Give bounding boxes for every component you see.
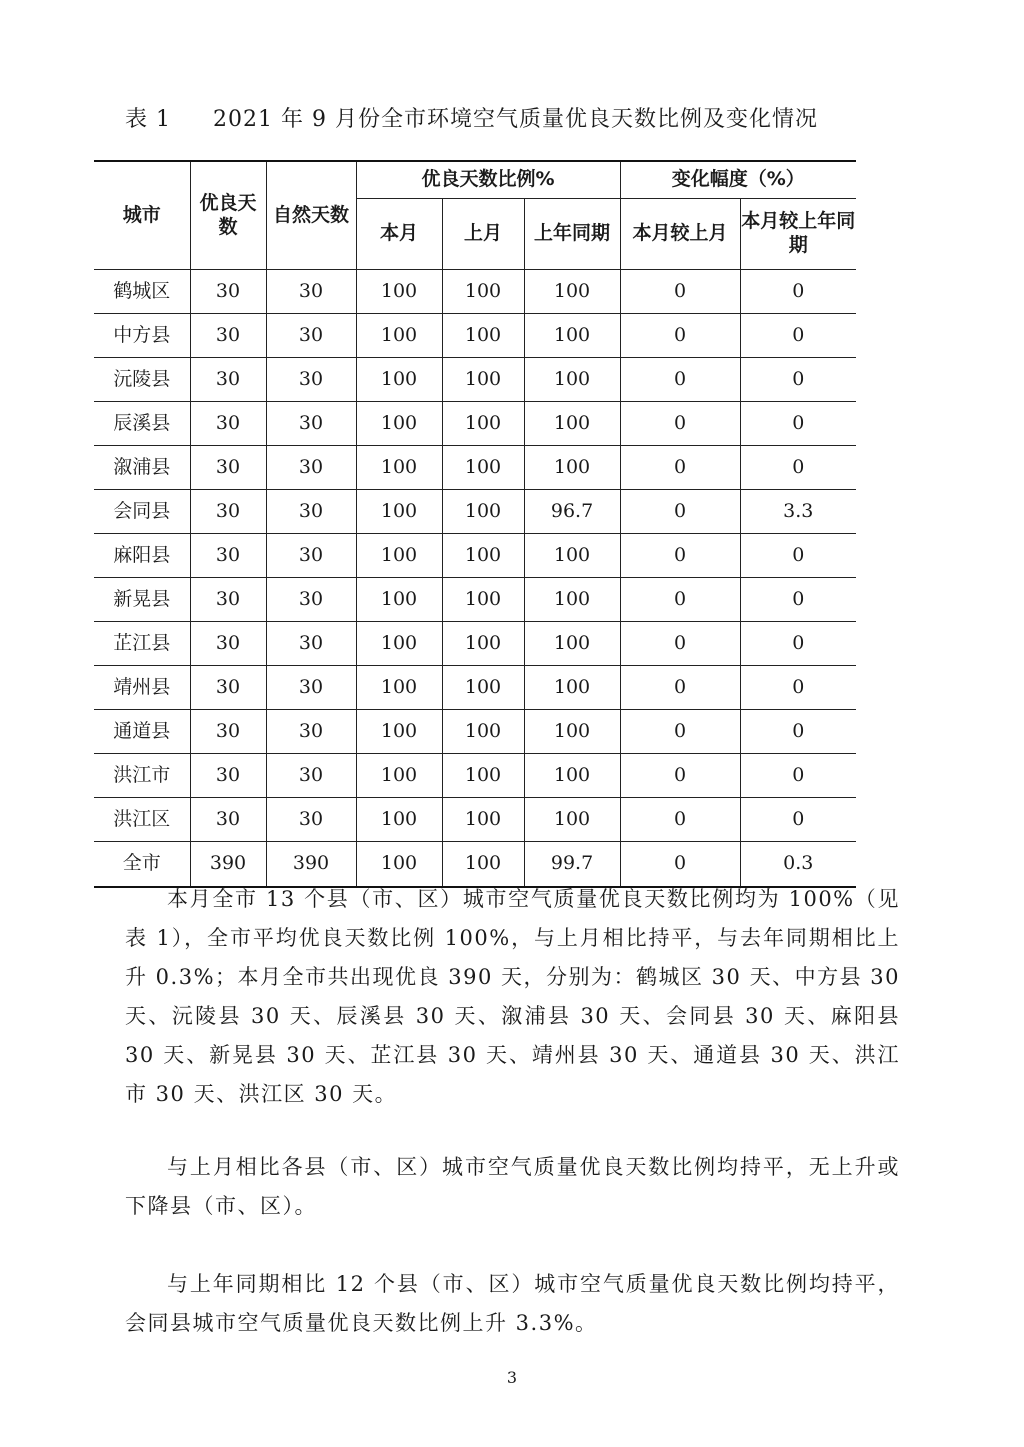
cell-this-month: 100: [356, 754, 442, 798]
cell-vs-last-year: 0: [740, 710, 856, 754]
cell-last-year: 100: [524, 666, 620, 710]
cell-last-month: 100: [442, 842, 524, 888]
header-city: 城市: [94, 161, 190, 270]
cell-vs-last-month: 0: [620, 446, 740, 490]
cell-good-days: 30: [190, 578, 266, 622]
cell-last-month: 100: [442, 666, 524, 710]
page-number: 3: [506, 1368, 518, 1387]
table-caption: [125, 102, 885, 133]
cell-good-days: 390: [190, 842, 266, 888]
cell-this-month: 100: [356, 666, 442, 710]
cell-city: 鹤城区: [94, 270, 190, 314]
cell-natural-days: 30: [266, 710, 356, 754]
cell-vs-last-year: 0: [740, 314, 856, 358]
cell-vs-last-year: 3.3: [740, 490, 856, 534]
cell-vs-last-month: 0: [620, 358, 740, 402]
cell-vs-last-month: 0: [620, 402, 740, 446]
table-body: [94, 270, 856, 888]
cell-last-year: 100: [524, 754, 620, 798]
cell-vs-last-month: 0: [620, 710, 740, 754]
cell-vs-last-year: 0: [740, 578, 856, 622]
cell-last-year: 96.7: [524, 490, 620, 534]
cell-good-days: 30: [190, 314, 266, 358]
cell-city: 洪江区: [94, 798, 190, 842]
cell-vs-last-month: 0: [620, 314, 740, 358]
table-row: [94, 270, 856, 314]
cell-good-days: 30: [190, 798, 266, 842]
header-vs-last-month: 本月较上月: [620, 199, 740, 270]
cell-last-month: 100: [442, 270, 524, 314]
cell-vs-last-year: 0.3: [740, 842, 856, 888]
cell-last-month: 100: [442, 358, 524, 402]
cell-last-year: 100: [524, 402, 620, 446]
cell-good-days: 30: [190, 666, 266, 710]
cell-last-year: 100: [524, 798, 620, 842]
table-row: [94, 358, 856, 402]
cell-city: 沅陵县: [94, 358, 190, 402]
cell-natural-days: 30: [266, 666, 356, 710]
cell-natural-days: 30: [266, 622, 356, 666]
table-caption-title: 2021 年 9 月份全市环境空气质量优良天数比例及变化情况: [213, 107, 818, 132]
cell-last-year: 100: [524, 622, 620, 666]
cell-natural-days: 30: [266, 798, 356, 842]
cell-natural-days: 30: [266, 270, 356, 314]
cell-last-year: 100: [524, 578, 620, 622]
table-caption-label: 表 1: [125, 107, 171, 132]
cell-good-days: 30: [190, 754, 266, 798]
summary-paragraph: 本月全市 13 个县（市、区）城市空气质量优良天数比例均为 100%（见表 1），全市平均优良天数比例 100%，与上月相比持平，与去年同期相比上升 0.3%；本月全市共出现优良 390 天，分别为：鹤城区 30 天、中方县 30 天、沅陵县 30 天、辰溪县 30 天、溆浦县 30 天、会同县 30 天、麻阳县 30 天、新晃县 30 天、芷江县 30 天、靖州县 30 天、通道县 30 天、洪江市 30 天、洪江区 30 天。: [125, 887, 900, 1106]
cell-this-month: 100: [356, 358, 442, 402]
cell-vs-last-month: 0: [620, 666, 740, 710]
header-natural-days: 自然天数: [266, 161, 356, 270]
cell-good-days: 30: [190, 710, 266, 754]
cell-vs-last-month: 0: [620, 622, 740, 666]
cell-good-days: 30: [190, 534, 266, 578]
cell-vs-last-year: 0: [740, 754, 856, 798]
cell-this-month: 100: [356, 534, 442, 578]
header-vs-last-year: 本月较上年同期: [740, 199, 856, 270]
cell-last-year: 99.7: [524, 842, 620, 888]
table-row: [94, 798, 856, 842]
cell-last-month: 100: [442, 578, 524, 622]
table-row: [94, 534, 856, 578]
cell-last-year: 100: [524, 270, 620, 314]
cell-last-year: 100: [524, 314, 620, 358]
cell-last-year: 100: [524, 534, 620, 578]
cell-last-month: 100: [442, 446, 524, 490]
cell-good-days: 30: [190, 270, 266, 314]
cell-vs-last-year: 0: [740, 358, 856, 402]
table-row: [94, 754, 856, 798]
cell-this-month: 100: [356, 446, 442, 490]
cell-city: 靖州县: [94, 666, 190, 710]
cell-natural-days: 30: [266, 402, 356, 446]
cell-natural-days: 30: [266, 754, 356, 798]
cell-city: 麻阳县: [94, 534, 190, 578]
cell-vs-last-year: 0: [740, 270, 856, 314]
table-row: [94, 402, 856, 446]
air-quality-table: [94, 160, 856, 888]
cell-last-month: 100: [442, 314, 524, 358]
cell-last-year: 100: [524, 710, 620, 754]
cell-this-month: 100: [356, 270, 442, 314]
table-row: [94, 622, 856, 666]
cell-city: 溆浦县: [94, 446, 190, 490]
header-last-month: 上月: [442, 199, 524, 270]
cell-last-month: 100: [442, 402, 524, 446]
cell-this-month: 100: [356, 314, 442, 358]
cell-vs-last-year: 0: [740, 534, 856, 578]
month-comparison-paragraph: 与上月相比各县（市、区）城市空气质量优良天数比例均持平，无上升或下降县（市、区）。: [125, 1155, 900, 1218]
cell-good-days: 30: [190, 622, 266, 666]
cell-last-year: 100: [524, 358, 620, 402]
cell-natural-days: 30: [266, 578, 356, 622]
year-comparison-paragraph: 与上年同期相比 12 个县（市、区）城市空气质量优良天数比例均持平，会同县城市空气质量优良天数比例上升 3.3%。: [125, 1272, 900, 1335]
cell-natural-days: 30: [266, 534, 356, 578]
cell-vs-last-year: 0: [740, 622, 856, 666]
table-row: [94, 710, 856, 754]
cell-last-month: 100: [442, 622, 524, 666]
cell-city: 全市: [94, 842, 190, 888]
cell-city: 芷江县: [94, 622, 190, 666]
cell-city: 中方县: [94, 314, 190, 358]
cell-this-month: 100: [356, 710, 442, 754]
cell-vs-last-month: 0: [620, 754, 740, 798]
cell-natural-days: 30: [266, 314, 356, 358]
cell-this-month: 100: [356, 402, 442, 446]
cell-vs-last-year: 0: [740, 666, 856, 710]
cell-last-month: 100: [442, 490, 524, 534]
cell-good-days: 30: [190, 490, 266, 534]
cell-natural-days: 30: [266, 490, 356, 534]
header-ratio-group: 优良天数比例%: [356, 161, 620, 199]
cell-vs-last-year: 0: [740, 446, 856, 490]
cell-last-month: 100: [442, 534, 524, 578]
table-row: [94, 446, 856, 490]
cell-city: 新晃县: [94, 578, 190, 622]
cell-last-month: 100: [442, 754, 524, 798]
cell-vs-last-month: 0: [620, 842, 740, 888]
cell-city: 洪江市: [94, 754, 190, 798]
table-row: [94, 314, 856, 358]
cell-vs-last-month: 0: [620, 490, 740, 534]
cell-last-year: 100: [524, 446, 620, 490]
cell-city: 通道县: [94, 710, 190, 754]
cell-vs-last-year: 0: [740, 402, 856, 446]
header-this-month: 本月: [356, 199, 442, 270]
cell-this-month: 100: [356, 490, 442, 534]
cell-last-month: 100: [442, 710, 524, 754]
cell-natural-days: 390: [266, 842, 356, 888]
cell-last-month: 100: [442, 798, 524, 842]
header-last-year: 上年同期: [524, 199, 620, 270]
header-change-group: 变化幅度（%）: [620, 161, 856, 199]
table-row: [94, 490, 856, 534]
cell-city: 会同县: [94, 490, 190, 534]
cell-natural-days: 30: [266, 446, 356, 490]
cell-city: 辰溪县: [94, 402, 190, 446]
table-row: [94, 578, 856, 622]
cell-vs-last-year: 0: [740, 798, 856, 842]
cell-vs-last-month: 0: [620, 534, 740, 578]
cell-good-days: 30: [190, 446, 266, 490]
cell-this-month: 100: [356, 622, 442, 666]
cell-vs-last-month: 0: [620, 798, 740, 842]
cell-good-days: 30: [190, 402, 266, 446]
cell-this-month: 100: [356, 578, 442, 622]
cell-natural-days: 30: [266, 358, 356, 402]
header-good-days: 优良天数: [190, 161, 266, 270]
cell-vs-last-month: 0: [620, 578, 740, 622]
cell-vs-last-month: 0: [620, 270, 740, 314]
cell-this-month: 100: [356, 842, 442, 888]
cell-good-days: 30: [190, 358, 266, 402]
table-row: [94, 666, 856, 710]
cell-this-month: 100: [356, 798, 442, 842]
